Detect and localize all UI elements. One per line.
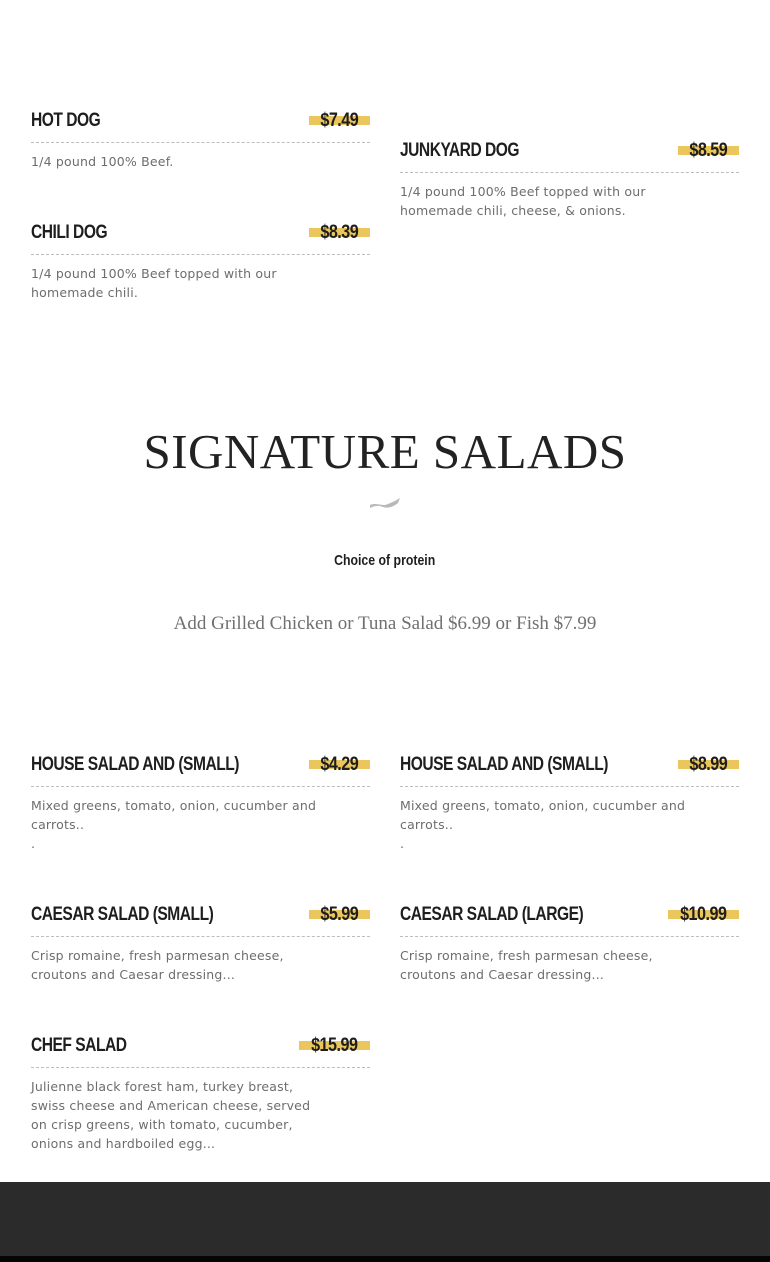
menu-item-description: Crisp romaine, fresh parmesan cheese, croutons and Caesar dressing... — [31, 948, 284, 982]
menu-item-description: Mixed greens, tomato, onion, cucumber and carrots.. — [31, 798, 317, 832]
menu-item-header — [400, 139, 739, 173]
menu-item-name: CHEF SALAD — [31, 1035, 127, 1056]
menu-item-name: HOUSE SALAD AND (SMALL) — [31, 754, 239, 775]
flag-divider-icon — [369, 494, 401, 510]
menu-item-description-extra: . — [31, 836, 36, 851]
menu-item-name: HOT DOG — [31, 110, 101, 131]
menu-item-house-salad-second — [400, 753, 739, 853]
menu-item-header — [400, 753, 739, 787]
menu-item-name: HOUSE SALAD AND (SMALL) — [400, 754, 608, 775]
menu-item-header — [31, 109, 370, 143]
menu-item-price — [309, 753, 370, 777]
price-text: $10.99 — [680, 904, 727, 925]
menu-item-chili-dog — [31, 221, 370, 302]
menu-item-price — [309, 221, 370, 245]
menu-item-header — [400, 903, 739, 937]
menu-item-name: CHILI DOG — [31, 222, 108, 243]
price-text: $8.39 — [320, 222, 359, 243]
menu-item-description: Julienne black forest ham, turkey breast, swiss cheese and American cheese, served on crisp greens, with tomato, cucumber, onions and hardboiled egg... — [31, 1079, 311, 1151]
menu-item-caesar-salad-large — [400, 903, 739, 984]
menu-item-price — [309, 903, 370, 927]
menu-item-chef-salad — [31, 1034, 370, 1153]
menu-item-header — [31, 753, 370, 787]
price-text: $15.99 — [311, 1035, 358, 1056]
menu-item-description-extra: . — [400, 836, 405, 851]
menu-item-price — [299, 1034, 370, 1058]
footer-bottom-bar — [0, 1256, 770, 1262]
menu-item-description: Crisp romaine, fresh parmesan cheese, croutons and Caesar dressing... — [400, 948, 653, 982]
menu-item-description: 1/4 pound 100% Beef topped with our homemade chili. — [31, 266, 277, 300]
price-text: $5.99 — [320, 904, 359, 925]
section-subtitle — [0, 552, 770, 569]
protein-addon-text: Add Grilled Chicken or Tuna Salad $6.99 or Fish $7.99 — [173, 613, 597, 634]
menu-item-price — [309, 109, 370, 133]
section-subtitle-text: Choice of protein — [334, 552, 436, 569]
price-text: $8.99 — [689, 754, 728, 775]
price-text: $4.29 — [320, 754, 359, 775]
price-text: $8.59 — [689, 140, 728, 161]
menu-item-header — [31, 1034, 370, 1068]
menu-item-description: 1/4 pound 100% Beef. — [31, 154, 174, 169]
menu-item-name: JUNKYARD DOG — [400, 140, 520, 161]
menu-item-price — [678, 139, 739, 163]
menu-item-name: CAESAR SALAD (SMALL) — [31, 904, 214, 925]
menu-item-header — [31, 903, 370, 937]
menu-item-price — [678, 753, 739, 777]
menu-item-caesar-salad-small — [31, 903, 370, 984]
page-footer — [0, 1182, 770, 1256]
menu-item-junkyard-dog — [400, 139, 739, 220]
menu-item-description: 1/4 pound 100% Beef topped with our homemade chili, cheese, & onions. — [400, 184, 646, 218]
menu-item-header — [31, 221, 370, 255]
menu-item-hot-dog — [31, 109, 370, 171]
menu-item-house-salad-small — [31, 753, 370, 853]
section-title: SIGNATURE SALADS — [143, 424, 627, 479]
price-text: $7.49 — [320, 110, 359, 131]
menu-item-price — [668, 903, 739, 927]
menu-item-name: CAESAR SALAD (LARGE) — [400, 904, 584, 925]
menu-item-description: Mixed greens, tomato, onion, cucumber and carrots.. — [400, 798, 686, 832]
